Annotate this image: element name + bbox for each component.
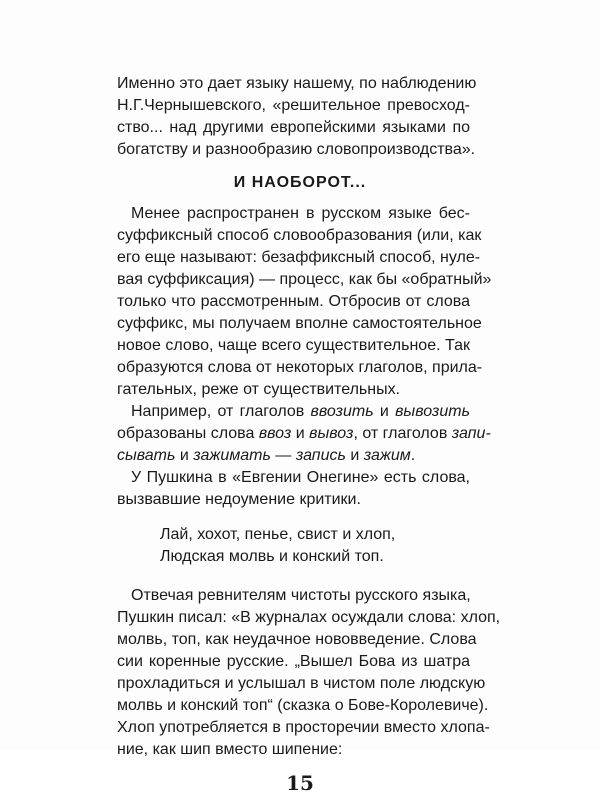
para2-line-2: суффиксный способ словообразования (или, как: [117, 227, 482, 244]
italic-word: зажим: [363, 447, 411, 464]
text-span: и: [373, 403, 396, 420]
verse-line-2: Людская молвь и конский топ.: [160, 548, 384, 565]
italic-word: запи-: [451, 425, 491, 442]
text-span: Например, от глаголов: [131, 403, 311, 420]
para5-line-6: молвь и конский топ“ (сказка о Бове-Королевиче).: [117, 697, 489, 714]
para5-line-8: ние, как шип вместо шипение:: [117, 741, 343, 758]
page-number: 15: [286, 771, 314, 795]
para4-line-1: У Пушкина в «Евгении Онегине» есть слова,: [131, 469, 470, 486]
text-span: и: [345, 447, 364, 464]
para2-line-1: Менее распространен в русском языке бес-: [131, 205, 470, 222]
para1-line-3: ство... над другими европейскими языками по: [117, 119, 470, 136]
para3-line-3: [117, 445, 470, 467]
italic-word: вывозить: [395, 403, 470, 420]
para5-line-3: молвь, топ, как неудачное нововведение. Слова: [117, 631, 477, 648]
italic-word: запись: [295, 447, 346, 464]
para5-line-4: сии коренные русские. „Вышел Бова из шатра: [117, 653, 470, 670]
text-span: , от глаголов: [353, 425, 452, 442]
text-span: .: [410, 447, 416, 464]
italic-word: зажимать: [193, 447, 271, 464]
para4-line-2: вызвавшие недоумение критики.: [117, 491, 361, 508]
para5-line-1: Отвечая ревнителям чистоты русского языка,: [131, 587, 471, 604]
text-span: и: [175, 447, 194, 464]
para5-line-2: Пушкин писал: «В журналах осуждали слова: хлоп,: [117, 609, 501, 626]
para1-line-2: Н.Г.Чернышевского, «решительное превосход-: [117, 97, 470, 114]
para2-line-8: образуются слова от некоторых глаголов, прила-: [117, 359, 483, 376]
para2-line-6: суффикс, мы получаем вполне самостоятельное: [117, 315, 482, 332]
para2-line-3: его еще называют: безаффиксный способ, нуле-: [117, 249, 481, 266]
text-span: —: [270, 447, 296, 464]
para1-line-1: Именно это дает языку нашему, по наблюдению: [117, 75, 477, 92]
para2-line-9: гательных, реже от существительных.: [117, 381, 401, 398]
italic-word: вывоз: [309, 425, 354, 442]
text-span: образованы слова: [117, 425, 259, 442]
para5-line-5: прохладиться и услышал в чистом поле людскую: [117, 675, 486, 692]
italic-word: ввозить: [310, 403, 374, 420]
italic-word: сывать: [117, 447, 176, 464]
para3-line-1: [131, 401, 470, 423]
text-span: и: [291, 425, 310, 442]
para3-line-2: [117, 423, 491, 445]
para5-line-7: Хлоп употребляется в просторечии вместо хлопа-: [117, 719, 490, 736]
section-heading: И НАОБОРОТ...: [233, 174, 367, 191]
para2-line-7: новое слово, чаще всего существительное. Так: [117, 337, 470, 354]
para2-line-5: только что рассмотренным. Отбросив от слова: [117, 293, 470, 310]
italic-word: ввоз: [258, 425, 292, 442]
para1-line-4: богатству и разнообразию словопроизводства».: [117, 141, 476, 158]
para2-line-4: вая суффиксация) — процесс, как бы «обратный»: [117, 271, 492, 288]
verse-line-1: Лай, хохот, пенье, свист и хлоп,: [160, 526, 396, 543]
